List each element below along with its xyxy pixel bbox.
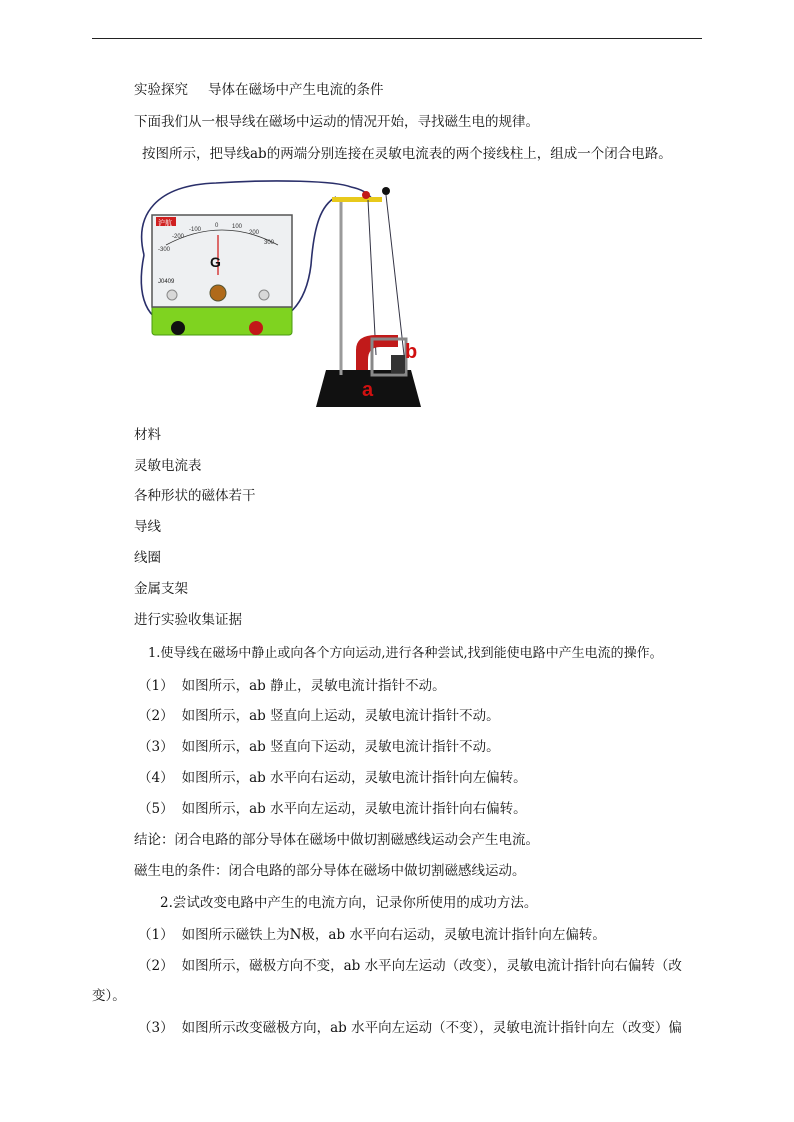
observation-num: （5） bbox=[138, 801, 174, 817]
observation-num: （3） bbox=[138, 739, 174, 755]
method-num: （1） bbox=[138, 927, 174, 943]
method-text: 如图所示，磁极方向不变，ab 水平向左运动（改变），灵敏电流计指针向右偏转（改 bbox=[181, 958, 682, 974]
observation-text: 如图所示，ab 竖直向上运动，灵敏电流计指针不动。 bbox=[181, 708, 500, 724]
terminal-red bbox=[249, 321, 263, 335]
observation-num: （4） bbox=[138, 770, 174, 786]
material-item: 线圈 bbox=[134, 550, 161, 566]
observation-text: 如图所示，ab 竖直向下运动，灵敏电流计指针不动。 bbox=[181, 739, 500, 755]
observation-item bbox=[138, 800, 527, 818]
intro-paragraph: 下面我们从一根导线在磁场中运动的情况开始，寻找磁生电的规律。 bbox=[134, 114, 539, 130]
method-text: 如图所示改变磁极方向，ab 水平向左运动（不变），灵敏电流计指针向左（改变）偏 bbox=[181, 1020, 682, 1036]
method-num: （2） bbox=[138, 958, 174, 974]
stand-arm bbox=[332, 197, 382, 202]
tick-label: 100 bbox=[232, 224, 243, 230]
observation-item bbox=[138, 677, 446, 695]
observation-item bbox=[138, 769, 527, 787]
method-num: （3） bbox=[138, 1020, 174, 1036]
materials-title: 材料 bbox=[134, 427, 161, 443]
zero-adjust-knob bbox=[210, 285, 226, 301]
heading-label: 实验探究 bbox=[134, 82, 188, 98]
tick-label: -100 bbox=[189, 227, 202, 233]
header-rule bbox=[92, 38, 702, 39]
label-b: b bbox=[405, 341, 418, 363]
tick-label: 0 bbox=[215, 223, 219, 229]
observation-num: （2） bbox=[138, 708, 174, 724]
instruction-paragraph: 按图所示，把导线ab的两端分别连接在灵敏电流表的两个接线柱上，组成一个闭合电路。 bbox=[142, 146, 672, 162]
method-item bbox=[138, 957, 682, 975]
model-text: J0409 bbox=[158, 279, 175, 285]
tick-label: 300 bbox=[264, 240, 275, 246]
observation-item bbox=[138, 738, 500, 756]
conclusion: 结论：闭合电路的部分导体在磁场中做切割磁感线运动会产生电流。 bbox=[134, 832, 539, 848]
step-2: 2.尝试改变电路中产生的电流方向，记录你所使用的成功方法。 bbox=[160, 895, 538, 911]
method-item bbox=[138, 1019, 682, 1037]
observation-item bbox=[138, 707, 500, 725]
tick-label: -200 bbox=[172, 234, 185, 240]
terminal-black bbox=[171, 321, 185, 335]
observation-text: 如图所示，ab 水平向右运动，灵敏电流计指针向左偏转。 bbox=[181, 770, 527, 786]
material-item: 导线 bbox=[134, 519, 161, 535]
material-item: 灵敏电流表 bbox=[134, 458, 202, 474]
meter-letter: G bbox=[210, 254, 221, 270]
tick-label: -300 bbox=[158, 247, 171, 253]
observation-text: 如图所示，ab 静止，灵敏电流计指针不动。 bbox=[181, 678, 446, 694]
observation-text: 如图所示，ab 水平向左运动，灵敏电流计指针向右偏转。 bbox=[181, 801, 527, 817]
section-heading bbox=[134, 81, 384, 99]
condition: 磁生电的条件：闭合电路的部分导体在磁场中做切割磁感线运动。 bbox=[134, 863, 526, 879]
evidence-title: 进行实验收集证据 bbox=[134, 612, 242, 628]
brand-text: 沪航 bbox=[158, 220, 172, 227]
experiment-illustration bbox=[136, 175, 426, 413]
material-item: 各种形状的磁体若干 bbox=[134, 488, 256, 504]
method-continuation: 变）。 bbox=[92, 988, 126, 1004]
observation-num: （1） bbox=[138, 678, 174, 694]
method-item bbox=[138, 926, 606, 944]
material-item: 金属支架 bbox=[134, 581, 188, 597]
heading-title: 导体在磁场中产生电流的条件 bbox=[208, 82, 384, 98]
tick-label: 200 bbox=[249, 230, 260, 236]
label-a: a bbox=[362, 379, 374, 401]
method-text: 如图所示磁铁上为N极，ab 水平向右运动，灵敏电流计指针向左偏转。 bbox=[181, 927, 606, 943]
step-1: 1.使导线在磁场中静止或向各个方向运动,进行各种尝试,找到能使电路中产生电流的操作。 bbox=[148, 646, 663, 661]
experiment-figure bbox=[136, 175, 426, 413]
